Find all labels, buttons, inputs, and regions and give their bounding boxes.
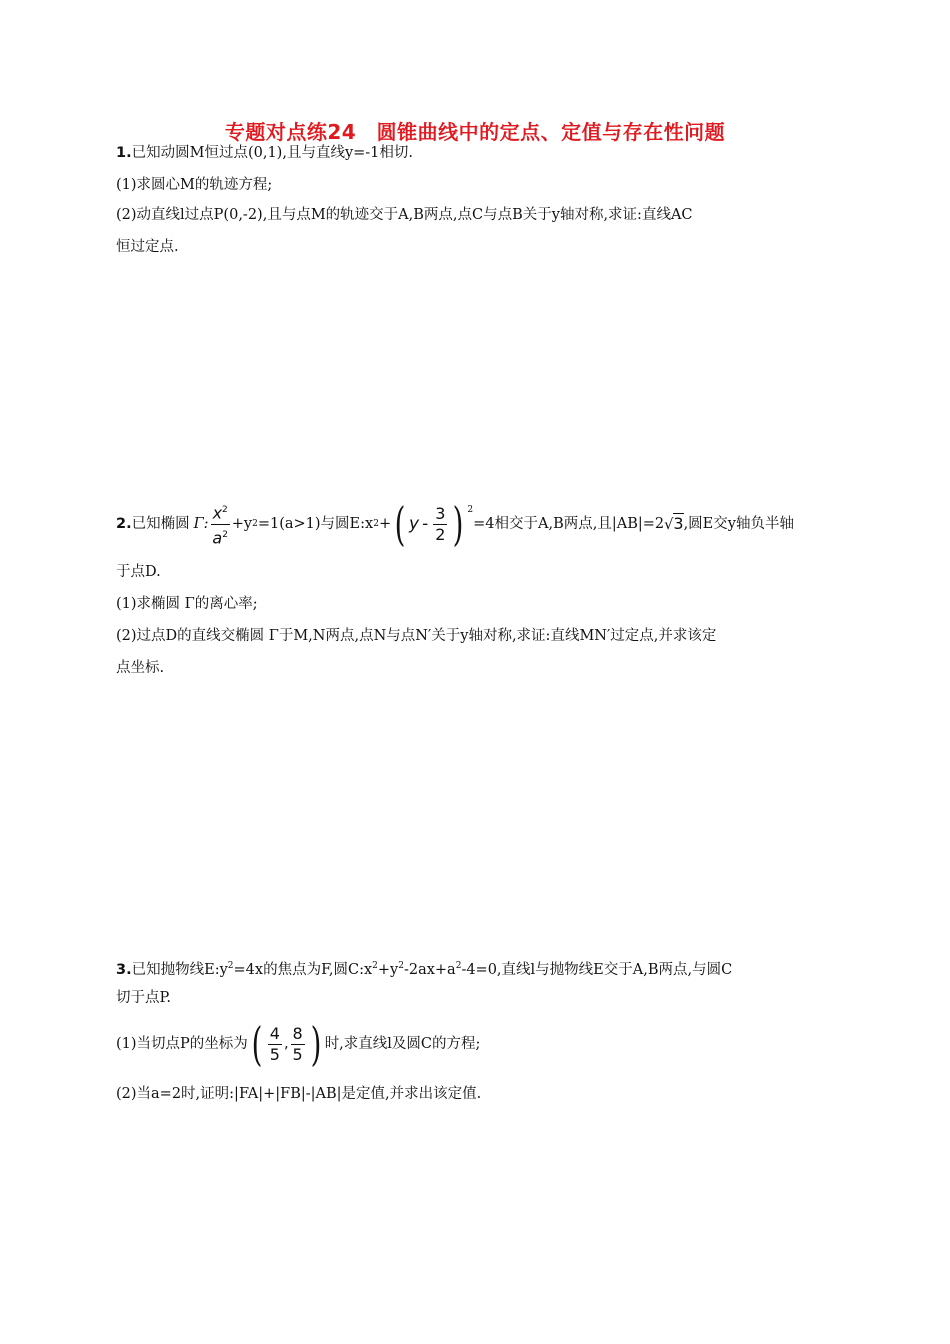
problem-3-stem: 3.已知抛物线$E:y^2=4x$的焦点为F,圆$C:x^2+y^2-2ax+a^2-4=0$,直线l与抛物线E交于A,B两点,与圆C <box>116 961 733 978</box>
fraction-3-2: $\frac{3}{2}$ <box>435 503 446 544</box>
sqrt-3: √3 <box>664 514 684 533</box>
page-title: 专题对点练24 圆锥曲线中的定点、定值与存在性问题 <box>224 120 726 144</box>
fraction-4-5: $\frac{4}{5}$ <box>269 1023 280 1064</box>
left-paren: ( <box>251 1017 263 1071</box>
problem-2-part-2-cont: 点坐标. <box>116 660 165 676</box>
problem-text: 已知动圆M恒过点(0,1),且与直线y=-1相切. <box>131 145 414 161</box>
problem-1-part-2: (2)动直线l过点P(0,-2),且与点M的轨迹交于A,B两点,点C与点B关于y轴对称,求证:直线AC <box>116 207 693 223</box>
problem-3-part-1: (1)当切点P的坐标为 ( $\frac{4}{5}$ , $\frac{8}{5}$ ) 时,求直线l及圆C的方程; <box>116 1017 481 1071</box>
ellipse-name: Γ: <box>193 516 209 532</box>
problem-1-part-1: (1)求圆心M的轨迹方程; <box>116 177 273 193</box>
problem-number: 2. <box>116 516 132 532</box>
problem-2-part-1: (1)求椭圆 Γ的离心率; <box>116 596 258 612</box>
problem-2-stem: 2. 已知椭圆 Γ: $\frac{x^2}{a^2}$ +y 2 =1(a>1)与圆E:x 2 + ( y - $\frac{3}{2}$ ) $^2$ =4相交于A,B两点,且|AB|=2 √3 ,圆E交y轴负半轴 <box>116 497 794 551</box>
fraction-x2-a2: $\frac{x^2}{a^2}$ <box>211 500 230 548</box>
problem-number: 1. <box>116 145 132 161</box>
left-paren: ( <box>394 497 406 551</box>
problem-1-part-2-cont: 恒过定点. <box>116 239 179 255</box>
problem-2-stem-cont: 于点D. <box>116 564 161 580</box>
right-paren: ) <box>310 1017 322 1071</box>
problem-1-stem <box>116 143 413 163</box>
problem-3-stem-cont: 切于点P. <box>116 990 171 1006</box>
right-paren: ) <box>453 497 464 551</box>
fraction-8-5: $\frac{8}{5}$ <box>292 1023 303 1064</box>
problem-text: 已知椭圆 <box>131 516 190 532</box>
problem-2-part-2: (2)过点D的直线交椭圆 Γ于M,N两点,点N与点N′关于y轴对称,求证:直线MN′过定点,并求该定 <box>116 628 717 644</box>
problem-3-part-2: (2)当a=2时,证明:|FA|+|FB|-|AB|是定值,并求出该定值. <box>116 1086 482 1102</box>
problem-number: 3. <box>116 961 132 978</box>
